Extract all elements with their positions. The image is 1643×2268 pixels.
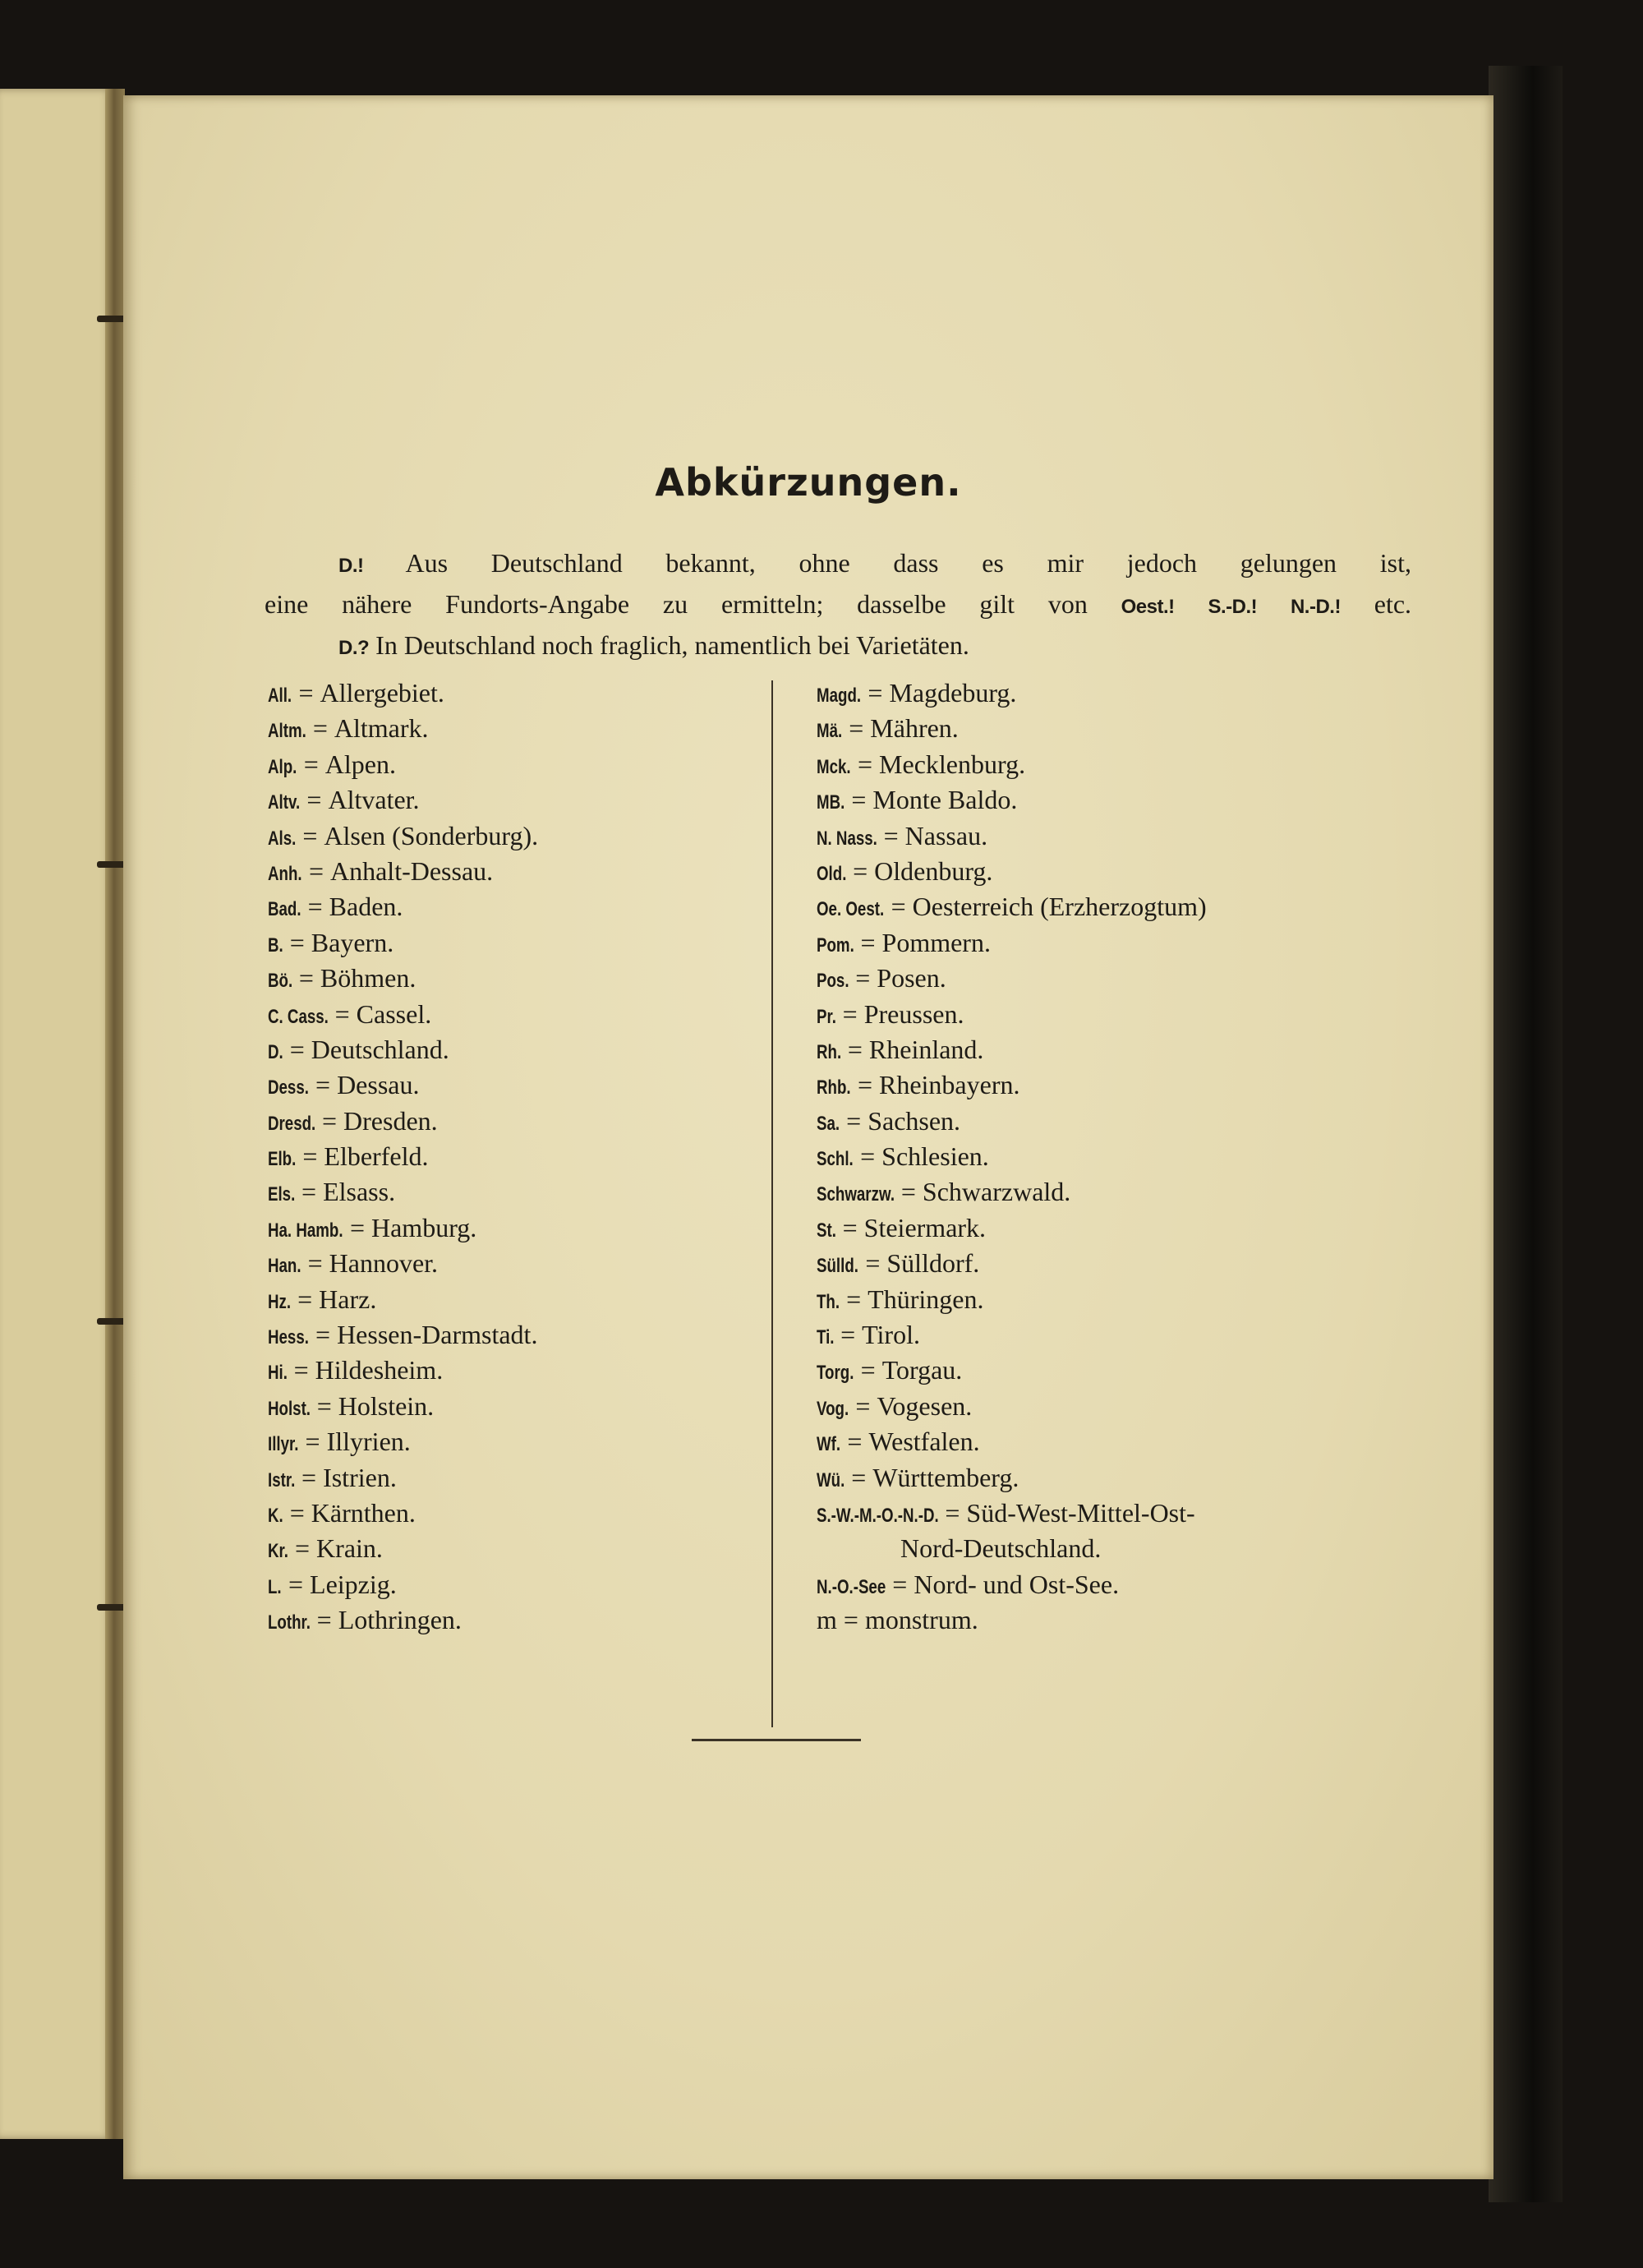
abbreviation-entry <box>817 1104 1457 1139</box>
abbreviation-meaning: Steiermark. <box>863 1212 987 1242</box>
abbreviation-meaning: Hildesheim. <box>315 1355 444 1385</box>
equals-sign: = <box>842 998 858 1029</box>
equals-sign: = <box>860 927 876 957</box>
abbreviation-code: Han. <box>268 1255 301 1278</box>
abbreviation-entry <box>817 854 1457 889</box>
abbreviation-meaning: Schwarzwald. <box>922 1177 1071 1207</box>
abbreviation-meaning: Württemberg. <box>872 1462 1019 1492</box>
abbreviation-code: Schwarzw. <box>817 1183 895 1206</box>
equals-sign: = <box>289 1034 305 1064</box>
equals-sign: = <box>851 785 867 815</box>
abbreviation-code: Pr. <box>817 1005 836 1028</box>
abbreviation-meaning: Magdeburg. <box>889 678 1017 708</box>
intro-line-known <box>265 542 1411 587</box>
abbreviation-entry <box>817 1531 1457 1566</box>
equals-sign: = <box>298 678 314 708</box>
abbreviation-code: Bad. <box>268 898 301 921</box>
abbreviation-meaning: Hannover. <box>329 1248 439 1279</box>
abbreviation-code: Sa. <box>817 1112 840 1135</box>
abbreviation-entry <box>268 1282 744 1317</box>
abbreviation-entry <box>817 711 1457 746</box>
abbreviation-meaning: Kärnthen. <box>311 1497 416 1528</box>
abbreviation-entry <box>817 961 1457 996</box>
abbreviation-entry <box>817 1032 1457 1067</box>
abbreviation-column-right <box>817 675 1457 1639</box>
equals-sign: = <box>857 749 873 779</box>
equals-sign: = <box>945 1497 960 1528</box>
intro-text-etc: etc. <box>1374 589 1412 619</box>
abbreviation-code: Illyr. <box>268 1433 299 1456</box>
equals-sign: = <box>308 855 324 886</box>
abbreviation-code: Ha. Hamb. <box>268 1219 343 1242</box>
abbreviation-code: N. Nass. <box>817 827 877 850</box>
abbreviation-entry <box>817 997 1457 1032</box>
abbreviation-entry <box>817 1460 1457 1496</box>
abbreviation-entry <box>817 1353 1457 1388</box>
abbreviation-code: K. <box>268 1504 283 1527</box>
abbreviation-meaning: Monte Baldo. <box>872 785 1018 815</box>
equals-sign: = <box>842 1212 858 1242</box>
abbreviation-meaning: Hamburg. <box>370 1212 477 1242</box>
equals-sign: = <box>293 1355 309 1385</box>
abbreviation-entry <box>817 1210 1457 1246</box>
abbreviation-meaning: Alpen. <box>324 749 396 779</box>
abbreviation-entry <box>817 1424 1457 1459</box>
abbreviation-meaning: Rheinland. <box>868 1034 984 1064</box>
abbreviation-meaning: Dresden. <box>343 1105 438 1136</box>
abbreviation-entry <box>268 1317 744 1353</box>
abbreviation-meaning: Dessau. <box>337 1070 420 1100</box>
abbreviation-entry <box>268 1246 744 1281</box>
equals-sign: = <box>289 1497 305 1528</box>
abbreviation-code: N.-O.-See <box>817 1575 886 1598</box>
equals-sign: = <box>334 998 350 1029</box>
equals-sign: = <box>315 1070 331 1100</box>
equals-sign: = <box>900 1177 916 1207</box>
abbreviation-code: Alp. <box>268 755 297 778</box>
equals-sign: = <box>883 820 899 850</box>
abbreviation-entry <box>268 1389 744 1424</box>
equals-sign: = <box>316 1605 332 1635</box>
equals-sign: = <box>847 1034 863 1064</box>
abbreviation-entry <box>268 1496 744 1531</box>
equals-sign: = <box>312 713 328 744</box>
abbreviation-entry <box>817 1317 1457 1353</box>
abbreviation-meaning: Nassau. <box>904 820 988 850</box>
abbreviation-meaning: Krain. <box>316 1533 383 1564</box>
abbreviation-code: S.-W.-M.-O.-N.-D. <box>817 1504 939 1527</box>
column-divider <box>771 680 773 1727</box>
abbreviation-entry <box>817 1496 1457 1531</box>
abbreviation-code: Hz. <box>268 1290 292 1313</box>
intro-tag-sd: S.-D.! <box>1208 596 1258 618</box>
equals-sign: = <box>860 1355 876 1385</box>
abbreviation-meaning: Lothringen. <box>338 1605 462 1635</box>
abbreviation-code: Kr. <box>268 1540 288 1563</box>
abbreviation-meaning: Süd-West-Mittel-Ost- <box>966 1497 1195 1528</box>
book-page <box>123 95 1493 2179</box>
abbreviation-code: Pom. <box>817 933 854 957</box>
abbreviation-entry <box>268 1353 744 1388</box>
abbreviation-entry <box>268 997 744 1032</box>
abbreviation-meaning: Mähren. <box>870 713 959 744</box>
abbreviation-meaning: Altmark. <box>334 713 429 744</box>
abbreviation-meaning: Schlesien. <box>881 1141 989 1172</box>
abbreviation-code: Altv. <box>268 791 301 814</box>
equals-sign: = <box>855 1390 871 1421</box>
intro-tag-doubtful: D.? <box>338 637 370 659</box>
abbreviation-code: Dresd. <box>268 1112 316 1135</box>
abbreviation-entry <box>817 1389 1457 1424</box>
abbreviation-meaning: Rheinbayern. <box>878 1070 1020 1100</box>
abbreviation-entry <box>268 1602 744 1638</box>
closing-rule <box>692 1739 861 1741</box>
abbreviation-entry <box>817 1567 1457 1602</box>
abbreviation-code: Magd. <box>817 685 862 707</box>
intro-text-continuation: eine nähere Fundorts-Angabe zu ermitteln; dasselbe gilt von <box>265 589 1088 619</box>
abbreviation-code: Wü. <box>817 1468 845 1491</box>
equals-sign: = <box>860 1141 876 1172</box>
equals-sign: = <box>847 1427 863 1457</box>
equals-sign: = <box>302 1141 318 1172</box>
abbreviation-code: Dess. <box>268 1076 309 1099</box>
abbreviation-meaning: Nord- und Ost-See. <box>914 1569 1120 1599</box>
abbreviation-meaning: Harz. <box>319 1284 377 1314</box>
equals-sign: = <box>302 820 318 850</box>
facing-page-edge <box>0 89 113 2139</box>
abbreviation-meaning: Hessen-Darmstadt. <box>337 1320 538 1350</box>
abbreviation-meaning: Elsass. <box>323 1177 396 1207</box>
equals-sign: = <box>298 963 314 993</box>
abbreviation-entry <box>268 1139 744 1174</box>
abbreviation-code: MB. <box>817 791 845 814</box>
intro-tag-known: D.! <box>338 555 364 577</box>
intro-line-doubtful <box>265 625 1411 669</box>
abbreviation-meaning: Illyrien. <box>326 1427 411 1457</box>
equals-sign: = <box>297 1284 313 1314</box>
abbreviation-meaning: Cassel. <box>356 998 432 1029</box>
abbreviation-entry <box>268 1104 744 1139</box>
abbreviation-meaning: Westfalen. <box>868 1427 980 1457</box>
equals-sign: = <box>868 678 883 708</box>
abbreviation-code: m <box>817 1605 837 1635</box>
equals-sign: = <box>849 713 864 744</box>
equals-sign: = <box>301 1462 317 1492</box>
abbreviation-entry <box>817 925 1457 961</box>
abbreviation-code: Wf. <box>817 1433 841 1456</box>
abbreviation-code: All. <box>268 685 292 707</box>
abbreviation-meaning: Leipzig. <box>310 1569 397 1599</box>
equals-sign: = <box>303 749 319 779</box>
abbreviation-code: Hess. <box>268 1326 309 1349</box>
abbreviation-entry <box>817 782 1457 818</box>
equals-sign: = <box>865 1248 881 1279</box>
abbreviation-code: L. <box>268 1575 282 1598</box>
abbreviation-entry <box>268 1067 744 1103</box>
abbreviation-meaning: Holstein. <box>338 1390 435 1421</box>
abbreviation-meaning: Böhmen. <box>320 963 417 993</box>
abbreviation-entry <box>817 1246 1457 1281</box>
abbreviation-code: Bö. <box>268 970 293 993</box>
abbreviation-code: Holst. <box>268 1397 311 1420</box>
abbreviation-meaning: Posen. <box>877 963 946 993</box>
abbreviation-code: C. Cass. <box>268 1005 329 1028</box>
abbreviation-entry <box>817 1067 1457 1103</box>
abbreviation-entry <box>817 1602 1457 1638</box>
abbreviation-code: D. <box>268 1040 283 1063</box>
abbreviation-code: B. <box>268 933 283 957</box>
equals-sign: = <box>316 1390 332 1421</box>
intro-text-known: Aus Deutschland bekannt, ohne dass es mir jedoch gelungen ist, <box>405 548 1412 578</box>
equals-sign: = <box>306 785 322 815</box>
equals-sign: = <box>840 1320 856 1350</box>
equals-sign: = <box>843 1605 858 1635</box>
abbreviation-meaning: Bayern. <box>311 927 394 957</box>
abbreviation-code: Ti. <box>817 1326 835 1349</box>
abbreviation-entry <box>817 1139 1457 1174</box>
abbreviation-code: Pos. <box>817 970 849 993</box>
abbreviation-entry <box>268 1424 744 1459</box>
equals-sign: = <box>349 1212 365 1242</box>
abbreviation-meaning: Mecklenburg. <box>879 749 1026 779</box>
abbreviation-entry <box>268 1174 744 1210</box>
abbreviation-meaning: monstrum. <box>864 1605 978 1635</box>
book-cover-edge <box>1489 66 1562 2202</box>
abbreviation-meaning: Altvater. <box>328 785 420 815</box>
equals-sign: = <box>891 892 906 922</box>
abbreviation-meaning: Tirol. <box>862 1320 920 1350</box>
abbreviation-meaning: Alsen (Sonderburg). <box>324 820 539 850</box>
equals-sign: = <box>288 1569 304 1599</box>
abbreviation-code: Els. <box>268 1183 296 1206</box>
abbreviation-entry <box>817 1174 1457 1210</box>
abbreviation-entry <box>817 889 1457 924</box>
abbreviation-code: Vog. <box>817 1397 849 1420</box>
abbreviation-code: Istr. <box>268 1468 296 1491</box>
abbreviation-code: Oe. Oest. <box>817 898 885 921</box>
intro-line-continuation <box>265 583 1411 628</box>
equals-sign: = <box>892 1569 908 1599</box>
abbreviation-meaning: Baden. <box>329 892 403 922</box>
abbreviation-meaning: Sülldorf. <box>886 1248 980 1279</box>
abbreviation-entry <box>817 747 1457 782</box>
abbreviation-entry <box>268 675 744 711</box>
abbreviation-meaning: Nord-Deutschland. <box>900 1533 1102 1564</box>
abbreviation-code: Old. <box>817 862 847 885</box>
abbreviation-entry <box>268 854 744 889</box>
page-title: Abkürzungen. <box>655 460 962 505</box>
abbreviation-code: Altm. <box>268 720 306 743</box>
abbreviation-code: Mck. <box>817 755 851 778</box>
abbreviation-entry <box>268 1460 744 1496</box>
abbreviation-entry <box>817 675 1457 711</box>
abbreviation-code: Hi. <box>268 1362 288 1385</box>
abbreviation-meaning: Torgau. <box>881 1355 963 1385</box>
equals-sign: = <box>855 963 871 993</box>
abbreviation-entry <box>268 1567 744 1602</box>
abbreviation-entry <box>268 1531 744 1566</box>
equals-sign: = <box>295 1533 311 1564</box>
abbreviation-code: Rh. <box>817 1040 842 1063</box>
abbreviation-entry <box>268 818 744 854</box>
abbreviation-entry <box>268 782 744 818</box>
abbreviation-meaning: Deutschland. <box>311 1034 449 1064</box>
intro-text-doubtful: In Deutschland noch fraglich, namentlich bei Varietäten. <box>375 630 969 660</box>
abbreviation-meaning: Vogesen. <box>877 1390 973 1421</box>
abbreviation-entry <box>268 961 744 996</box>
abbreviation-meaning: Anhalt-Dessau. <box>329 855 494 886</box>
abbreviation-entry <box>268 889 744 924</box>
equals-sign: = <box>851 1462 867 1492</box>
abbreviation-code: Anh. <box>268 862 302 885</box>
abbreviation-entry <box>268 1032 744 1067</box>
abbreviation-meaning: Sachsen. <box>868 1105 961 1136</box>
abbreviation-code: Mä. <box>817 720 843 743</box>
book-gutter <box>105 89 125 2139</box>
abbreviation-meaning: Istrien. <box>323 1462 397 1492</box>
abbreviation-meaning: Elberfeld. <box>324 1141 429 1172</box>
abbreviation-entry <box>268 925 744 961</box>
abbreviation-entry <box>817 818 1457 854</box>
equals-sign: = <box>315 1320 331 1350</box>
equals-sign: = <box>301 1177 317 1207</box>
equals-sign: = <box>289 927 305 957</box>
abbreviation-meaning: Thüringen. <box>868 1284 984 1314</box>
abbreviation-entry <box>817 1282 1457 1317</box>
abbreviation-column-left <box>268 675 744 1639</box>
abbreviation-entry <box>268 711 744 746</box>
abbreviation-meaning: Oesterreich (Erzherzogtum) <box>912 892 1207 922</box>
equals-sign: = <box>305 1427 320 1457</box>
equals-sign: = <box>846 1284 862 1314</box>
abbreviation-meaning: Allergebiet. <box>320 678 444 708</box>
abbreviation-code: Als. <box>268 827 297 850</box>
equals-sign: = <box>321 1105 338 1136</box>
abbreviation-code: Elb. <box>268 1148 297 1171</box>
abbreviation-meaning: Pommern. <box>881 927 991 957</box>
abbreviation-code: Sülld. <box>817 1255 858 1278</box>
equals-sign: = <box>853 855 868 886</box>
abbreviation-code: Lothr. <box>268 1611 311 1634</box>
abbreviation-code: St. <box>817 1219 836 1242</box>
equals-sign: = <box>857 1070 872 1100</box>
intro-tag-nd: N.-D.! <box>1290 596 1341 618</box>
abbreviation-entry <box>268 1210 744 1246</box>
equals-sign: = <box>307 1248 323 1279</box>
abbreviation-code: Torg. <box>817 1362 854 1385</box>
equals-sign: = <box>846 1105 862 1136</box>
abbreviation-meaning: Preussen. <box>863 998 964 1029</box>
equals-sign: = <box>307 892 323 922</box>
abbreviation-entry <box>268 747 744 782</box>
abbreviation-meaning: Oldenburg. <box>874 855 993 886</box>
abbreviation-code: Schl. <box>817 1148 854 1171</box>
abbreviation-code: Th. <box>817 1290 840 1313</box>
intro-tag-oest: Oest.! <box>1121 596 1175 618</box>
abbreviation-code: Rhb. <box>817 1076 851 1099</box>
